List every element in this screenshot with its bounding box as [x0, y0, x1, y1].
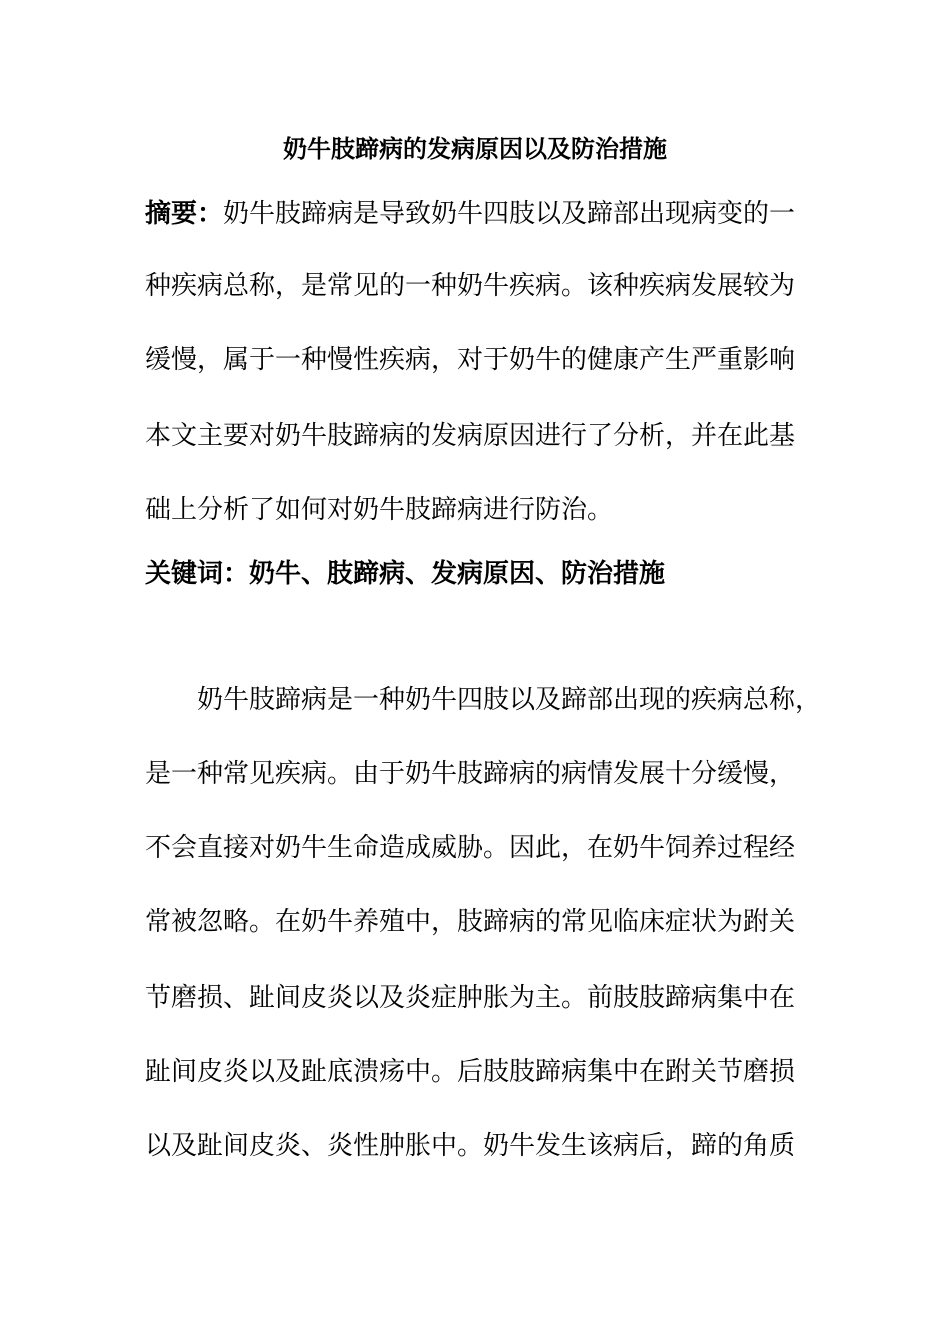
abstract-line-1	[145, 196, 795, 232]
abstract-line-3: 缓慢，属于一种慢性疾病，对于奶牛的健康产生严重影响	[145, 345, 796, 375]
body-line-2: 是一种常见疾病。由于奶牛肢蹄病的病情发展十分缓慢，	[145, 759, 796, 789]
body-line-5: 节磨损、趾间皮炎以及炎症肿胀为主。前肢肢蹄病集中在	[145, 983, 796, 1013]
abstract-line-2: 种疾病总称，是常见的一种奶牛疾病。该种疾病发展较为	[145, 271, 796, 301]
abstract-label: 摘要：	[145, 199, 224, 229]
body-line-6: 趾间皮炎以及趾底溃疡中。后肢肢蹄病集中在跗关节磨损	[145, 1057, 796, 1087]
abstract-text-1: 奶牛肢蹄病是导致奶牛四肢以及蹄部出现病变的一	[223, 199, 796, 229]
abstract-line-5: 础上分析了如何对奶牛肢蹄病进行防治。	[145, 495, 614, 525]
document-title: 奶牛肢蹄病的发病原因以及防治措施	[283, 134, 667, 163]
body-line-7: 以及趾间皮炎、炎性肿胀中。奶牛发生该病后，蹄的角质	[145, 1131, 796, 1161]
body-line-1: 奶牛肢蹄病是一种奶牛四肢以及蹄部出现的疾病总称，	[197, 685, 822, 715]
keywords-label: 关键词：	[145, 559, 250, 589]
keywords-text: 奶牛、肢蹄病、发病原因、防治措施	[249, 559, 666, 589]
keywords-line	[145, 556, 665, 592]
body-line-4: 常被忽略。在奶牛养殖中，肢蹄病的常见临床症状为跗关	[145, 907, 796, 937]
abstract-line-4: 本文主要对奶牛肢蹄病的发病原因进行了分析，并在此基	[145, 421, 796, 451]
body-line-3: 不会直接对奶牛生命造成威胁。因此，在奶牛饲养过程经	[145, 833, 796, 863]
